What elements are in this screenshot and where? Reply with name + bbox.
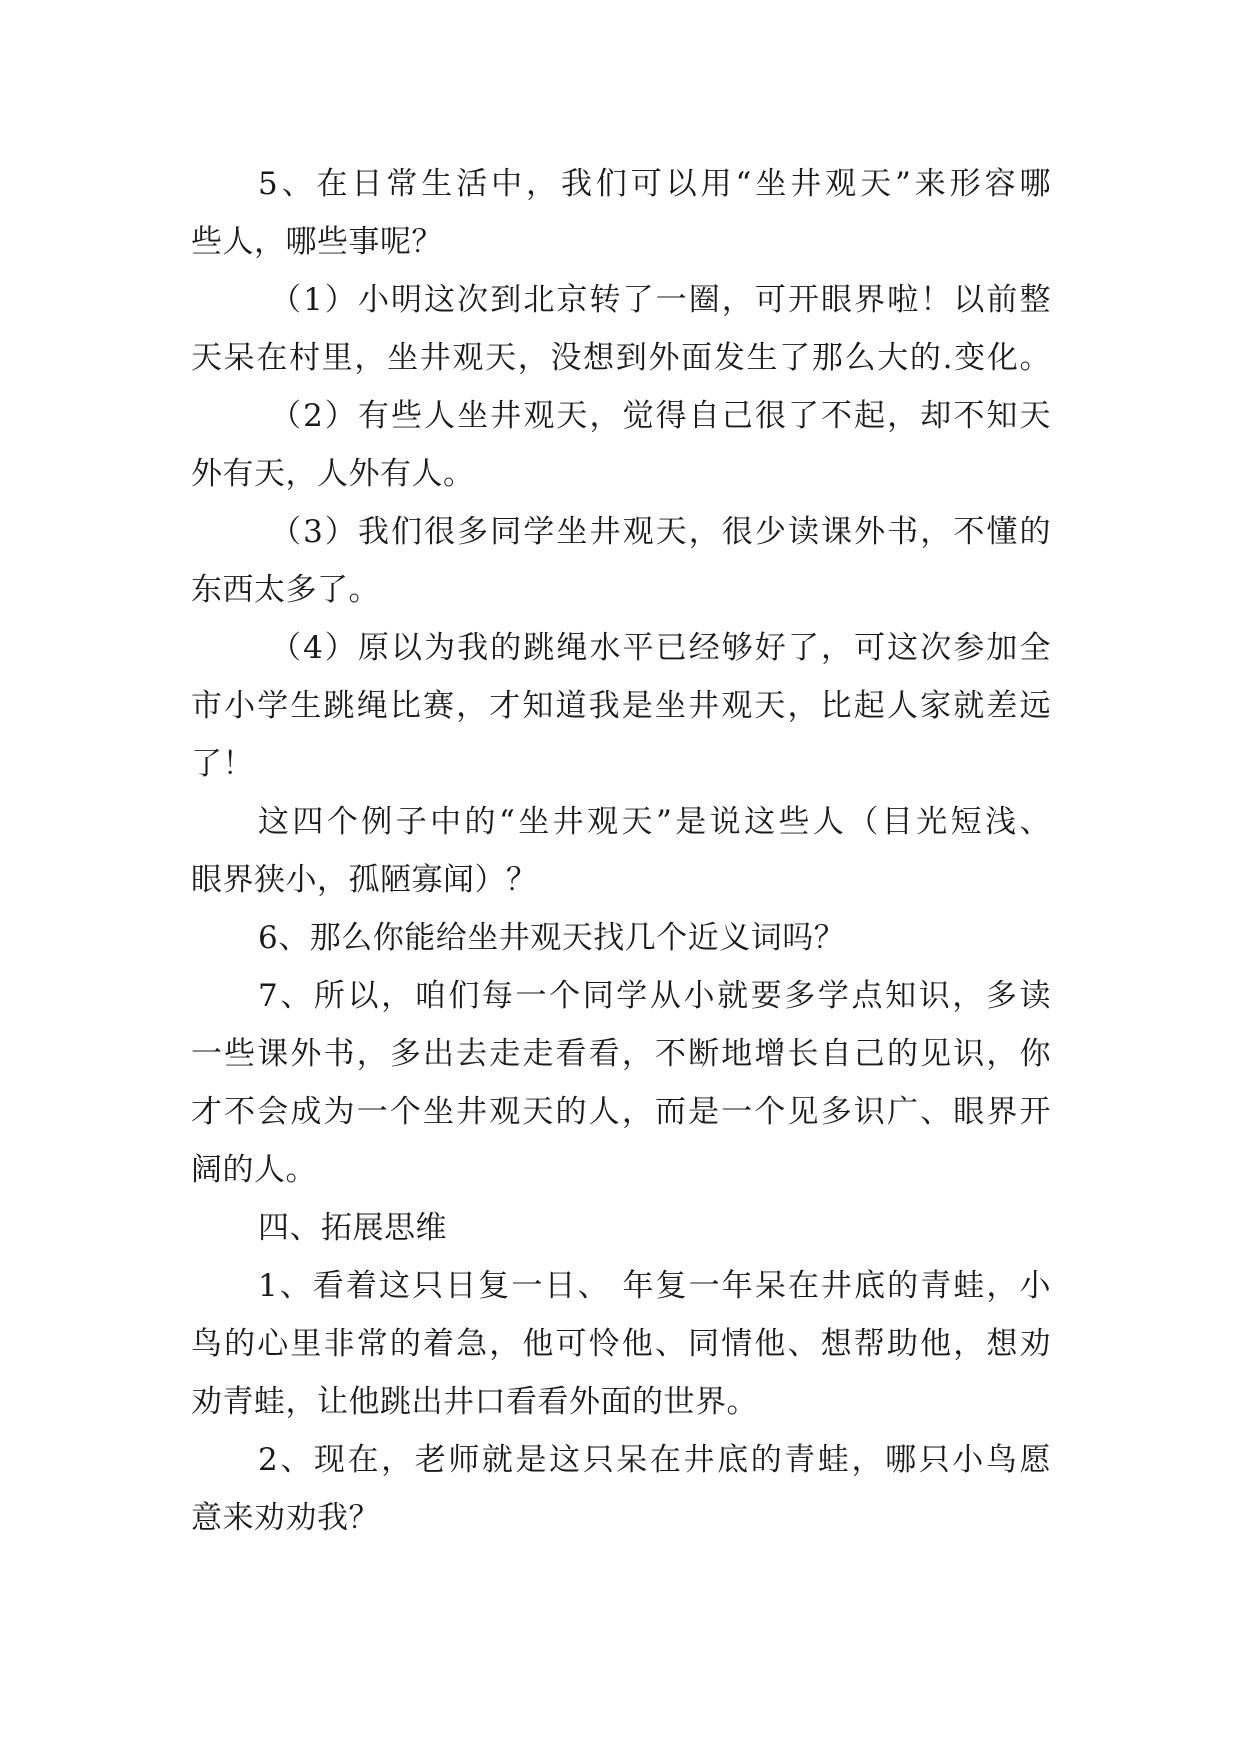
paragraph-line: 7、所以，咱们每一个同学从小就要多学点知识，多读 xyxy=(258,978,1051,1014)
paragraph-line: （1）小明这次到北京转了一圈，可开眼界啦！以前整 xyxy=(270,282,1051,318)
paragraph-line: 1、看着这只日复一日、 年复一年呆在井底的青蛙，小 xyxy=(258,1268,1051,1304)
paragraph-line: 意来劝劝我？ xyxy=(191,1500,380,1536)
paragraph-line: （4）原以为我的跳绳水平已经够好了，可这次参加全 xyxy=(270,630,1051,666)
paragraph-line: 鸟的心里非常的着急，他可怜他、同情他、想帮助他，想劝 xyxy=(191,1326,1051,1362)
paragraph-line: 6、那么你能给坐井观天找几个近义词吗？ xyxy=(258,920,846,956)
paragraph-line: 些人，哪些事呢？ xyxy=(191,224,443,260)
paragraph-line: （2）有些人坐井观天，觉得自己很了不起，却不知天 xyxy=(270,398,1051,434)
paragraph-line: 东西太多了。 xyxy=(191,572,380,608)
paragraph-line: 阔的人。 xyxy=(191,1152,317,1188)
paragraph-line: 天呆在村里，坐井观天，没想到外面发生了那么大的.变化。 xyxy=(191,340,1051,376)
paragraph-line: 5、在日常生活中，我们可以用“坐井观天”来形容哪 xyxy=(258,166,1051,202)
paragraph-line: （3）我们很多同学坐井观天，很少读课外书，不懂的 xyxy=(270,514,1051,550)
paragraph-line: 劝青蛙，让他跳出井口看看外面的世界。 xyxy=(191,1384,758,1420)
paragraph-line: 2、现在，老师就是这只呆在井底的青蛙，哪只小鸟愿 xyxy=(258,1442,1051,1478)
paragraph-line: 眼界狭小，孤陋寡闻）？ xyxy=(191,862,538,898)
paragraph-line: 这四个例子中的“坐井观天”是说这些人（目光短浅、 xyxy=(258,804,1051,840)
paragraph-line: 一些课外书，多出去走走看看，不断地增长自己的见识，你 xyxy=(191,1036,1051,1072)
paragraph-line: 了！ xyxy=(191,746,254,782)
paragraph-line: 市小学生跳绳比赛，才知道我是坐井观天，比起人家就差远 xyxy=(191,688,1051,724)
section-heading: 四、拓展思维 xyxy=(258,1210,447,1246)
paragraph-line: 外有天，人外有人。 xyxy=(191,456,475,492)
paragraph-line: 才不会成为一个坐井观天的人，而是一个见多识广、眼界开 xyxy=(191,1094,1051,1130)
